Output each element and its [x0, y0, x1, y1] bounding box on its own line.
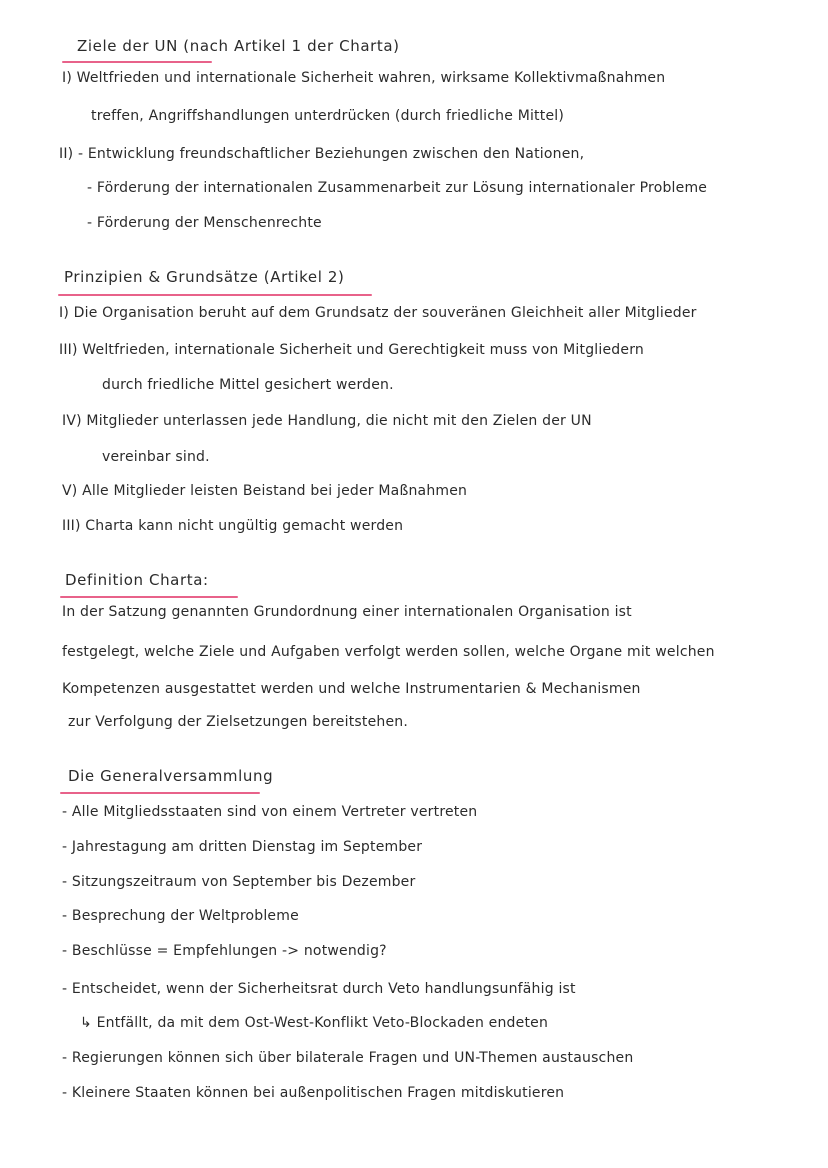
- prinzipien-line-3: durch friedliche Mittel gesichert werden.: [102, 377, 394, 393]
- generalversammlung-line-8: - Regierungen können sich über bilaterale Fragen und UN-Themen austauschen: [62, 1050, 634, 1066]
- generalversammlung-line-9: - Kleinere Staaten können bei außenpolitischen Fragen mitdiskutieren: [62, 1085, 565, 1101]
- generalversammlung-line-1: - Alle Mitgliedsstaaten sind von einem Vertreter vertreten: [62, 804, 478, 820]
- prinzipien-line-2: III) Weltfrieden, internationale Sicherheit und Gerechtigkeit muss von Mitgliedern: [59, 342, 644, 358]
- generalversammlung-line-4: - Besprechung der Weltprobleme: [62, 908, 299, 924]
- prinzipien-heading: Prinzipien & Grundsätze (Artikel 2): [64, 268, 345, 286]
- ziele-line-3: II) - Entwicklung freundschaftlicher Beziehungen zwischen den Nationen,: [59, 146, 585, 162]
- ziele-heading: Ziele der UN (nach Artikel 1 der Charta): [77, 37, 400, 55]
- generalversammlung-heading: Die Generalversammlung: [68, 767, 274, 785]
- ziele-line-2: treffen, Angriffshandlungen unterdrücken (durch friedliche Mittel): [91, 108, 565, 124]
- generalversammlung-heading-underline: [60, 792, 260, 794]
- definition-line-2: festgelegt, welche Ziele und Aufgaben verfolgt werden sollen, welche Organe mit welchen: [62, 644, 715, 660]
- generalversammlung-line-2: - Jahrestagung am dritten Dienstag im September: [62, 839, 423, 855]
- generalversammlung-line-5: - Beschlüsse = Empfehlungen -> notwendig?: [62, 943, 387, 959]
- prinzipien-line-1: I) Die Organisation beruht auf dem Grundsatz der souveränen Gleichheit aller Mitglieder: [59, 305, 697, 321]
- generalversammlung-line-7: ↳ Entfällt, da mit dem Ost-West-Konflikt Veto-Blockaden endeten: [80, 1015, 549, 1031]
- definition-line-1: In der Satzung genannten Grundordnung einer internationalen Organisation ist: [62, 604, 632, 620]
- definition-line-4: zur Verfolgung der Zielsetzungen bereitstehen.: [68, 714, 408, 730]
- definition-heading-underline: [60, 596, 238, 598]
- prinzipien-line-5: vereinbar sind.: [102, 449, 210, 465]
- ziele-line-4: - Förderung der internationalen Zusammenarbeit zur Lösung internationaler Probleme: [87, 180, 708, 196]
- prinzipien-heading-underline: [58, 294, 372, 296]
- ziele-heading-underline: [62, 61, 212, 63]
- ziele-line-5: - Förderung der Menschenrechte: [87, 215, 322, 231]
- generalversammlung-line-6: - Entscheidet, wenn der Sicherheitsrat durch Veto handlungsunfähig ist: [62, 981, 576, 997]
- definition-line-3: Kompetenzen ausgestattet werden und welche Instrumentarien & Mechanismen: [62, 681, 641, 697]
- generalversammlung-line-3: - Sitzungszeitraum von September bis Dezember: [62, 874, 416, 890]
- ziele-line-1: I) Weltfrieden und internationale Sicherheit wahren, wirksame Kollektivmaßnahmen: [62, 70, 666, 86]
- prinzipien-line-7: III) Charta kann nicht ungültig gemacht werden: [62, 518, 404, 534]
- definition-heading: Definition Charta:: [65, 571, 209, 589]
- prinzipien-line-4: IV) Mitglieder unterlassen jede Handlung, die nicht mit den Zielen der UN: [62, 413, 592, 429]
- prinzipien-line-6: V) Alle Mitglieder leisten Beistand bei jeder Maßnahmen: [62, 483, 468, 499]
